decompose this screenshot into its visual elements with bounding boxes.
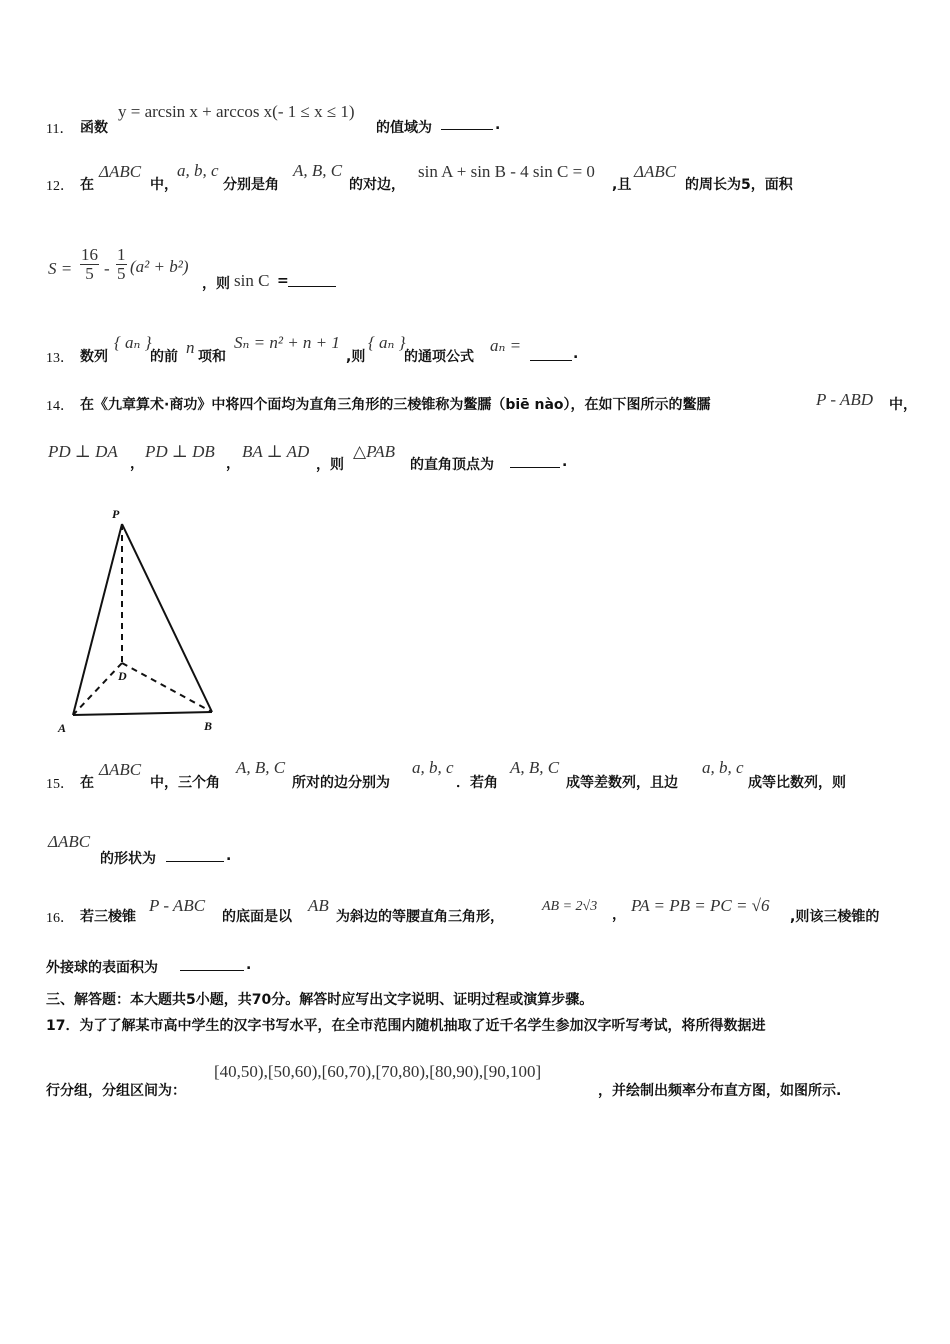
general-term: aₙ =	[490, 336, 522, 355]
question-15	[46, 756, 926, 792]
question-text: 的形状为	[100, 851, 156, 867]
question-number: 15．	[46, 777, 74, 792]
condition-1: PD ⊥ DA	[48, 442, 118, 461]
question-text: ．若角	[456, 775, 498, 791]
separator: ，	[612, 907, 626, 923]
question-text: ,且	[612, 177, 632, 193]
sides-label: a, b, c	[702, 758, 744, 777]
pyramid-label: P - ABD	[816, 390, 873, 409]
question-text: 所对的边分别为	[292, 775, 390, 791]
question-text: 的对边，	[349, 177, 405, 193]
question-text: 函数	[80, 120, 108, 136]
paren-expression: (a² + b²)	[130, 257, 189, 276]
answer-blank	[166, 849, 224, 862]
question-text: 项和	[198, 349, 226, 365]
question-text: ,则该三棱锥的	[790, 909, 880, 925]
period: .	[495, 117, 501, 133]
question-text: 的直角顶点为	[410, 457, 494, 473]
triangle-label: △PAB	[353, 442, 396, 461]
question-text: 成等比数列，则	[748, 775, 846, 791]
question-text: 的前	[150, 349, 178, 365]
question-number: 13．	[46, 351, 74, 366]
hypotenuse-label: AB	[308, 896, 329, 915]
question-number: 14．	[46, 399, 74, 414]
question-text: 若三棱锥	[80, 909, 136, 925]
question-number: 11．	[46, 122, 74, 137]
edge-AB	[73, 712, 212, 715]
formula: y = arcsin x + arccos x(- 1 ≤ x ≤ 1)	[118, 102, 355, 121]
question-13	[46, 328, 646, 368]
question-text: 的底面是以	[222, 909, 292, 925]
area-lhs: S =	[48, 259, 73, 278]
question-text: 分别是角	[223, 177, 279, 193]
question-14	[46, 388, 926, 418]
question-text: ，则	[202, 276, 230, 292]
question-17-line-2	[46, 1058, 926, 1098]
question-12-area-formula	[48, 245, 368, 297]
angles-label: A, B, C	[293, 161, 343, 180]
question-text: ，并绘制出频率分布直方图，如图所示.	[598, 1083, 842, 1099]
question-17-line-1: 17．为了了解某市高中学生的汉字书写水平，在全市范围内随机抽取了近千名学生参加汉字听写考试，将所得数据进	[46, 1018, 766, 1034]
question-text: ,则	[346, 349, 366, 365]
fraction-numerator: 1	[117, 245, 126, 264]
question-text: 中，	[889, 397, 917, 413]
question-text: ，则	[316, 457, 344, 473]
vertex-label-B: B	[204, 719, 213, 733]
question-number: 16．	[46, 911, 74, 926]
question-16-line-2	[46, 955, 346, 977]
vertex-label-P: P	[112, 507, 120, 521]
question-text: 的周长为5，面积	[685, 177, 793, 193]
interval-list: [40,50),[50,60),[60,70),[70,80),[80,90),[90,100]	[214, 1062, 542, 1081]
pyramid-label: P - ABC	[149, 896, 206, 915]
question-number: 12．	[46, 179, 74, 194]
fraction-16-5	[80, 246, 99, 283]
question-text: 成等差数列，且边	[566, 775, 678, 791]
question-12	[46, 160, 916, 200]
question-15-line-2	[48, 830, 348, 866]
separator: ，	[226, 456, 240, 472]
question-text: 的值域为	[376, 120, 432, 136]
period: .	[226, 848, 232, 864]
sum-formula: Sₙ = n² + n + 1	[234, 333, 340, 352]
condition-formula: sin A + sin B - 4 sin C = 0	[418, 162, 595, 181]
triangle-label: ΔABC	[99, 760, 142, 779]
question-text: 为斜边的等腰直角三角形，	[336, 909, 504, 925]
pyramid-figure	[50, 500, 230, 740]
angles-label: A, B, C	[236, 758, 286, 777]
sides-label: a, b, c	[177, 161, 219, 180]
period: .	[246, 957, 252, 973]
section-header: 三、解答题：本大题共5小题，共70分。解答时应写出文字说明、证明过程或演算步骤。	[46, 992, 594, 1008]
vertex-label-A: A	[58, 721, 67, 735]
question-16	[46, 894, 926, 930]
ab-length: AB = 2√3	[542, 899, 598, 914]
angles-label: A, B, C	[510, 758, 560, 777]
question-14-conditions	[48, 440, 608, 474]
answer-blank	[288, 274, 336, 287]
edge-DB	[122, 663, 212, 712]
period: .	[562, 454, 568, 470]
answer-blank	[441, 117, 493, 130]
question-text: 外接球的表面积为	[46, 960, 158, 976]
sequence-label: { aₙ }	[368, 333, 406, 352]
sequence-label: { aₙ }	[114, 333, 152, 352]
question-text: 在	[80, 775, 94, 791]
question-text: 中，三个角	[150, 775, 220, 791]
question-text: 数列	[80, 349, 108, 365]
triangle-label: ΔABC	[634, 162, 677, 181]
edge-PB	[122, 524, 212, 712]
answer-blank	[530, 348, 572, 361]
period: .	[573, 346, 579, 362]
condition-2: PD ⊥ DB	[145, 442, 215, 461]
question-text: 的通项公式	[404, 349, 474, 365]
variable-n: n	[186, 338, 195, 357]
equals-sign: =	[277, 273, 289, 289]
fraction-1-5	[116, 246, 127, 283]
fraction-denominator: 5	[85, 264, 94, 283]
answer-blank	[180, 958, 244, 971]
condition-3: BA ⊥ AD	[242, 442, 310, 461]
edge-PA	[73, 524, 122, 715]
question-text: 在《九章算术·商功》中将四个面均为直角三角形的三棱锥称为鳖臑（biē nào），在如下图所示的鳖臑	[80, 397, 711, 413]
vertex-label-D: D	[118, 669, 127, 683]
question-text: 行分组，分组区间为：	[46, 1083, 186, 1099]
question-text: 在	[80, 177, 94, 193]
fraction-numerator: 16	[81, 245, 98, 264]
equal-edges: PA = PB = PC = √6	[631, 896, 770, 915]
sin-c: sin C	[234, 271, 270, 290]
minus-sign: -	[104, 259, 110, 278]
answer-blank	[510, 455, 560, 468]
fraction-denominator: 5	[117, 264, 126, 283]
separator: ，	[130, 456, 144, 472]
sides-label: a, b, c	[412, 758, 454, 777]
triangle-label: ΔABC	[99, 162, 142, 181]
question-text: 中，	[150, 177, 178, 193]
triangle-label: ΔABC	[48, 832, 91, 851]
